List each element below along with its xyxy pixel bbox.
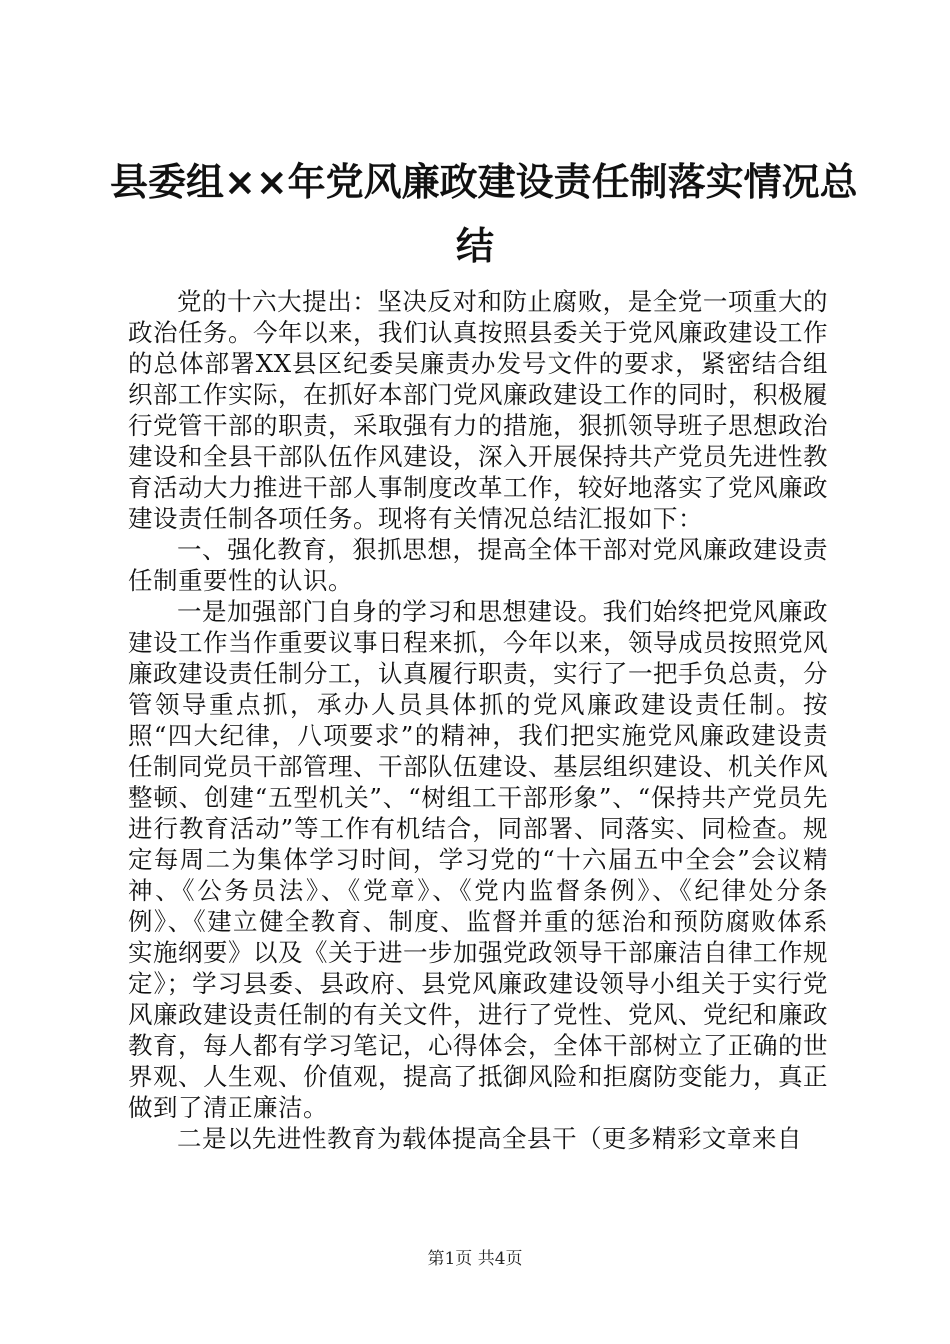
- title-line-2: 结: [455, 224, 494, 268]
- paragraph-point-two: 二是以先进性教育为载体提高全县干（更多精彩文章来自: [177, 1124, 802, 1153]
- document-title: [110, 150, 858, 278]
- paragraph-section-heading: 一、强化教育，狠抓思想，提高全体干部对党风廉政建设责任制重要性的认识。: [128, 535, 828, 595]
- page-number-footer: 第1页 共4页: [427, 1249, 523, 1269]
- paragraph-point-one: 一是加强部门自身的学习和思想建设。我们始终把党风廉政建设工作当作重要议事日程来抓，今年以来，领导成员按照党风廉政建设责任制分工，认真履行职责，实行了一把手负总责，分管领导重点抓，承办人员具体抓的党风廉政建设责任制。按照“四大纪律，八项要求”的精神，我们把实施党风廉政建设责任制同党员干部管理、干部队伍建设、基层组织建设、机关作风整顿、创建“五型机关”、“树组工干部形象”、“保持共产党员先进行教育活动”等工作有机结合，同部署、同落实、同检查。规定每周二为集体学习时间，学习党的“十六届五中全会”会议精神、《公务员法》、《党章》、《党内监督条例》、《纪律处分条例》、《建立健全教育、制度、监督并重的惩治和预防腐败体系实施纲要》以及《关于进一步加强党政领导干部廉洁自律工作规定》；学习县委、县政府、县党风廉政建设领导小组关于实行党风廉政建设责任制的有关文件，进行了党性、党风、党纪和廉政教育，每人都有学习笔记，心得体会，全体干部树立了正确的世界观、人生观、价值观，提高了抵御风险和拒腐防变能力，真正做到了清正廉洁。: [128, 597, 828, 1122]
- paragraph-intro: 党的十六大提出：坚决反对和防止腐败，是全党一项重大的政治任务。今年以来，我们认真按照县委关于党风廉政建设工作的总体部署XX县区纪委吴廉责办发号文件的要求，紧密结合组织部工作实际，在抓好本部门党风廉政建设工作的同时，积极履行党管干部的职责，采取强有力的措施，狠抓领导班子思想政治建设和全县干部队伍作风建设，深入开展保持共产党员先进性教育活动大力推进干部人事制度改革工作，较好地落实了党风廉政建设责任制各项任务。现将有关情况总结汇报如下：: [128, 287, 828, 533]
- title-line-1: 县委组××年党风廉政建设责任制落实情况总: [110, 160, 858, 204]
- document-body: [128, 286, 828, 1154]
